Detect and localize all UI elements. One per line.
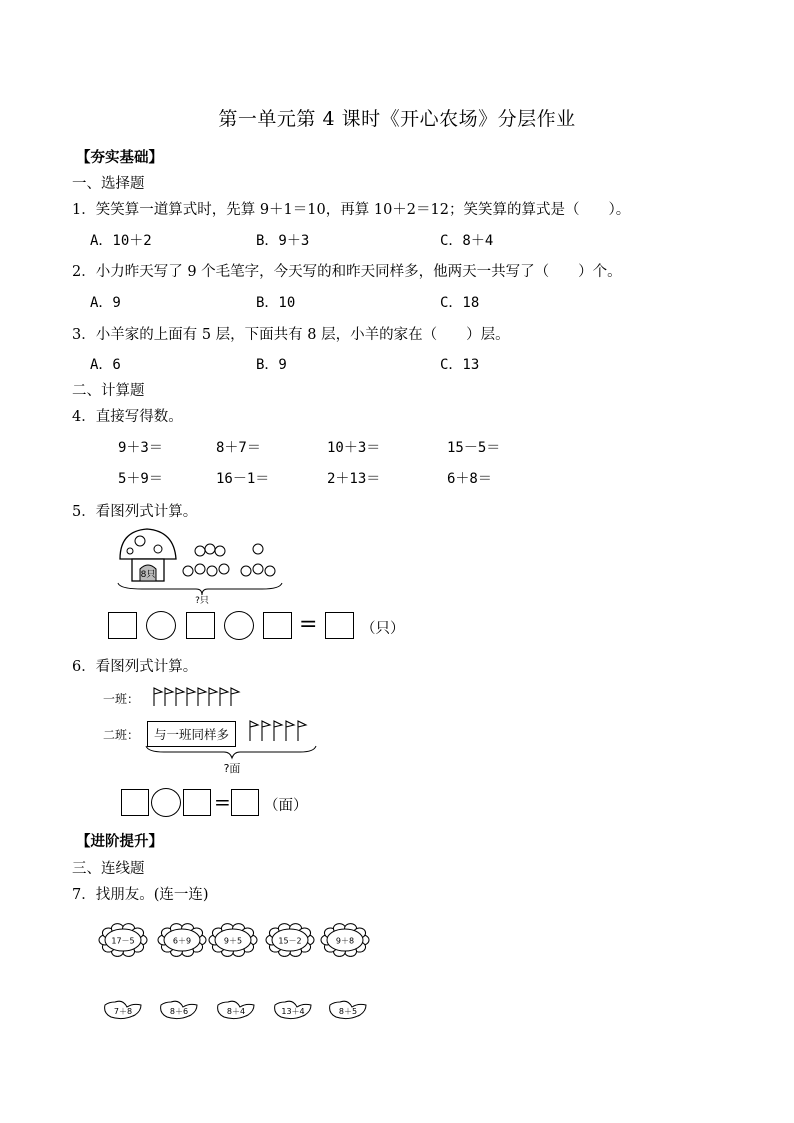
part2-heading: 二、计算题 xyxy=(72,383,145,399)
q3-option-b[interactable]: B．9 xyxy=(256,357,287,373)
question-5: 5．看图列式计算。 xyxy=(72,504,198,520)
flower-card[interactable] xyxy=(266,924,314,957)
flower-label: 17－5 xyxy=(111,936,135,946)
question-1: 1．笑笑算一道算式时，先算 9＋1＝10，再算 10＋2＝12；笑笑算的算式是（ ）。 xyxy=(72,202,631,218)
flower-label: 6＋9 xyxy=(172,936,192,946)
q4-equation: 16－1＝ xyxy=(216,471,270,487)
answer-box[interactable] xyxy=(263,612,292,639)
q4-equation: 15－5＝ xyxy=(447,440,501,456)
leaf-card[interactable] xyxy=(105,1001,141,1018)
q3-option-a[interactable]: A．6 xyxy=(90,357,121,373)
flower-label: 15－2 xyxy=(278,936,302,946)
q4-equation: 2＋13＝ xyxy=(327,471,381,487)
q5-illustration xyxy=(112,525,292,605)
flower-card[interactable] xyxy=(209,924,257,957)
part3-heading: 三、连线题 xyxy=(72,861,145,877)
leaf-label: 8＋4 xyxy=(226,1007,246,1016)
answer-box[interactable] xyxy=(183,789,211,816)
q1-option-a[interactable]: A．10＋2 xyxy=(90,233,152,249)
flower-card[interactable] xyxy=(321,924,369,957)
equals-sign: = xyxy=(299,612,318,637)
q1-option-c[interactable]: C．8＋4 xyxy=(440,233,494,249)
q4-equation: 8＋7＝ xyxy=(216,440,261,456)
leaf-card[interactable] xyxy=(330,1001,366,1018)
class1-label: 一班： xyxy=(103,692,140,706)
leaf-label: 8＋6 xyxy=(169,1007,189,1016)
question-6: 6．看图列式计算。 xyxy=(72,659,198,675)
q4-equation: 9＋3＝ xyxy=(118,440,163,456)
q4-equation: 10＋3＝ xyxy=(327,440,381,456)
flower-card[interactable] xyxy=(158,924,206,957)
leaf-card[interactable] xyxy=(161,1001,197,1018)
matching-diagram xyxy=(90,910,390,1040)
leaf-label: 13＋4 xyxy=(281,1007,305,1016)
q4-equation: 6＋8＝ xyxy=(447,471,492,487)
flower-card[interactable] xyxy=(99,924,147,957)
brace xyxy=(118,583,282,595)
leaf-label: 8＋5 xyxy=(338,1007,358,1016)
q2-option-c[interactable]: C．18 xyxy=(440,295,480,311)
page-title: 第一单元第 4 课时《开心农场》分层作业 xyxy=(218,108,576,130)
leaf-card[interactable] xyxy=(275,1001,311,1018)
q4-equation: 5＋9＝ xyxy=(118,471,163,487)
answer-box[interactable] xyxy=(108,612,137,639)
q2-option-b[interactable]: B．10 xyxy=(256,295,296,311)
answer-box[interactable] xyxy=(121,789,149,816)
q6-brace xyxy=(144,744,320,778)
flag-icon xyxy=(154,688,239,706)
section-advanced-heading: 【进阶提升】 xyxy=(76,833,163,850)
q2-option-a[interactable]: A．9 xyxy=(90,295,121,311)
question-7: 7．找朋友。(连一连) xyxy=(72,887,209,903)
class1-flags xyxy=(150,684,250,708)
q6-unit: （面） xyxy=(264,798,308,814)
class2-label: 二班： xyxy=(103,728,140,742)
q1-option-b[interactable]: B．9＋3 xyxy=(256,233,310,249)
q5-unit: （只） xyxy=(361,621,405,637)
answer-box[interactable] xyxy=(186,612,215,639)
flower-label: 9＋8 xyxy=(335,936,355,946)
same-as-class1-box: 与一班同样多 xyxy=(147,721,236,747)
part1-heading: 一、选择题 xyxy=(72,176,145,192)
brace-label: ?面 xyxy=(223,762,241,775)
brace-label: ?只 xyxy=(195,596,209,605)
operator-circle[interactable] xyxy=(224,611,254,640)
question-4: 4．直接写得数。 xyxy=(72,409,183,425)
flower-label: 9＋5 xyxy=(223,936,243,946)
flag-icon xyxy=(250,721,306,741)
answer-box[interactable] xyxy=(325,612,354,639)
leaf-label: 7＋8 xyxy=(113,1007,133,1016)
equals-sign: = xyxy=(214,790,231,814)
chick-icon xyxy=(241,544,275,576)
q3-option-c[interactable]: C．13 xyxy=(440,357,480,373)
answer-box[interactable] xyxy=(231,789,259,816)
leaf-card[interactable] xyxy=(218,1001,254,1018)
house-count-label: 8只 xyxy=(140,570,156,580)
operator-circle[interactable] xyxy=(151,788,181,817)
operator-circle[interactable] xyxy=(146,611,176,640)
chick-icon xyxy=(183,544,229,576)
section-basic-heading: 【夯实基础】 xyxy=(76,149,163,166)
question-2: 2．小力昨天写了 9 个毛笔字，今天写的和昨天同样多，他两天一共写了（ ）个。 xyxy=(72,264,622,280)
question-3: 3．小羊家的上面有 5 层，下面共有 8 层，小羊的家在（ ）层。 xyxy=(72,327,510,343)
